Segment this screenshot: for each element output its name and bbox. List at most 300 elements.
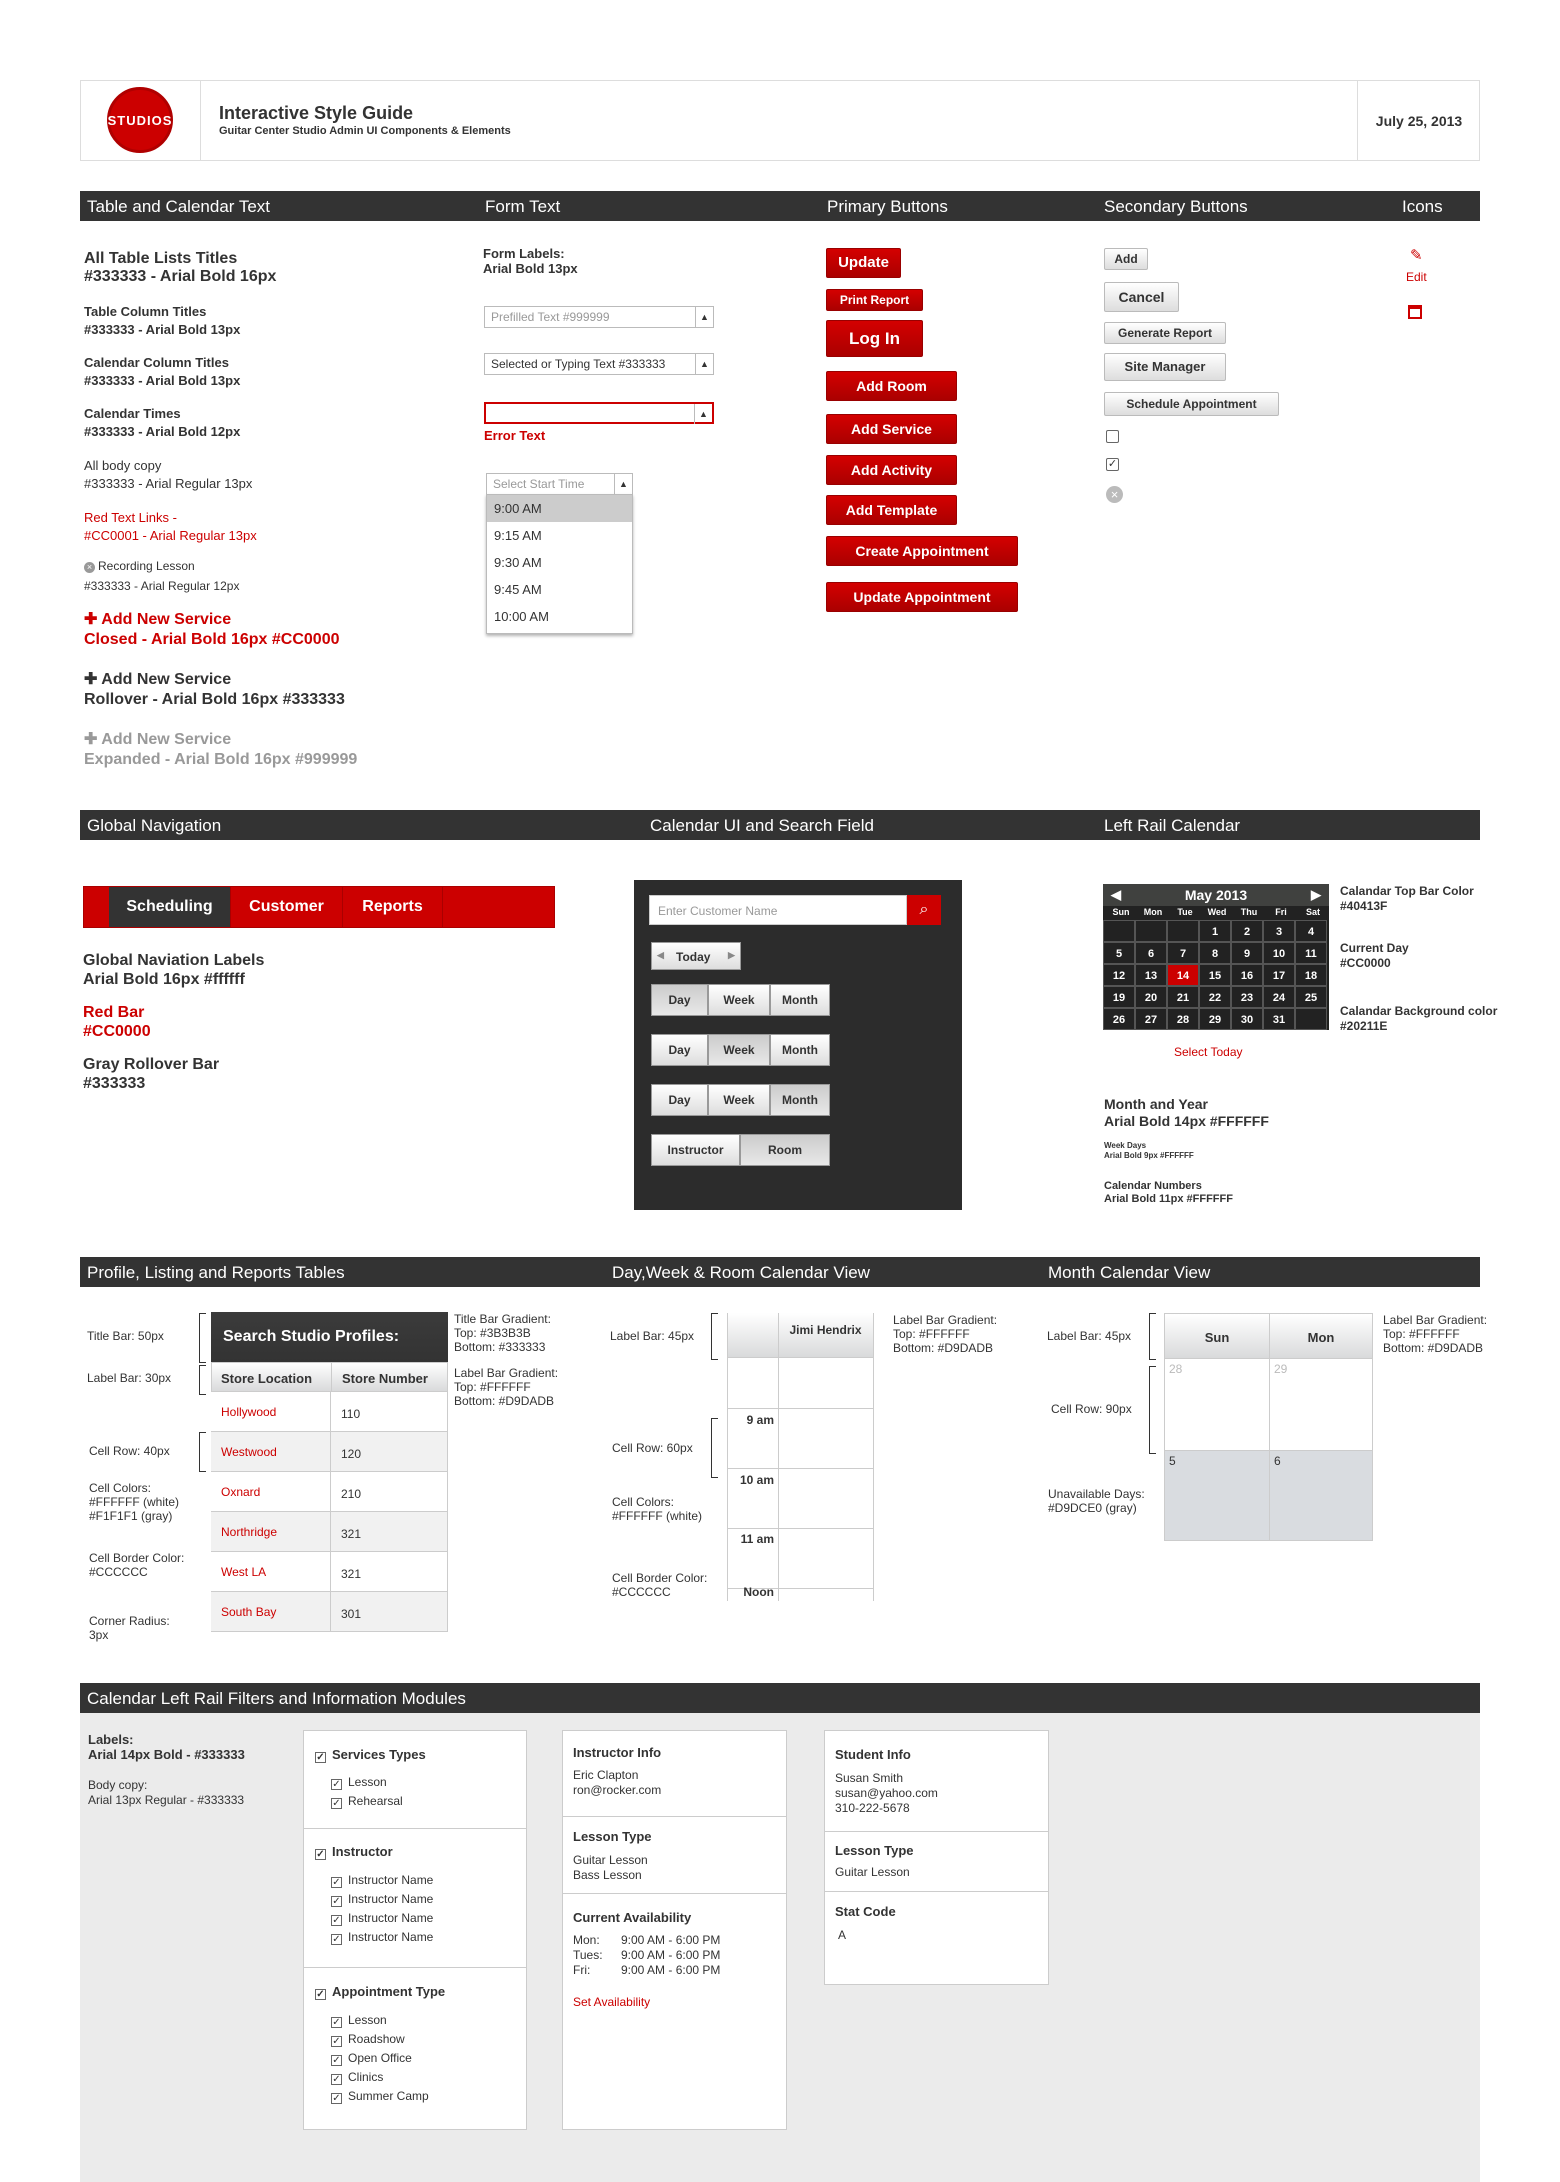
dw-gradient-note — [893, 1313, 997, 1355]
instructor-name: Eric Clapton — [573, 1768, 639, 1782]
row-line — [728, 1408, 873, 1409]
table-row[interactable] — [211, 1432, 447, 1472]
calendar-day — [1295, 1008, 1327, 1030]
filter-option[interactable] — [331, 1775, 387, 1790]
plus-icon: ✚ — [84, 671, 102, 688]
lesson-type-title: Lesson Type — [573, 1829, 652, 1844]
calendar-day[interactable]: 3 — [1263, 920, 1295, 942]
option-label: Lesson — [348, 2013, 387, 2027]
add-service-label: Add New Service — [101, 731, 232, 748]
gradient-label: Title Bar Gradient: — [454, 1312, 551, 1326]
next-arrow-icon[interactable]: ▶ — [728, 950, 735, 960]
body-note: Body copy: — [88, 1778, 148, 1792]
table-row[interactable] — [211, 1392, 447, 1432]
add-room-button[interactable]: Add Room — [826, 371, 957, 401]
month-year-label: Month and Year — [1104, 1096, 1208, 1112]
week-toggle[interactable]: Week — [708, 1034, 770, 1066]
filter-option[interactable] — [331, 1892, 433, 1907]
time-option[interactable]: 9:00 AM — [487, 495, 632, 522]
remove-circle-icon[interactable]: × — [84, 562, 95, 573]
checkbox-checked[interactable]: ✓ — [332, 1915, 341, 1926]
log-in-button[interactable]: Log In — [826, 320, 923, 357]
column-divider — [331, 1363, 332, 1391]
weekday-row — [1103, 906, 1329, 920]
store-number: 321 — [341, 1527, 362, 1541]
time-option[interactable]: 9:15 AM — [494, 528, 542, 543]
availability-time: 9:00 AM - 6:00 PM — [621, 1963, 721, 1977]
checkbox-checked[interactable]: ✓ — [332, 2074, 341, 2085]
bracket — [711, 1313, 718, 1360]
calendar-day[interactable]: 10 — [1263, 942, 1295, 964]
unavailable-label: Unavailable Days: — [1048, 1487, 1145, 1501]
gradient-label: Label Bar Gradient: — [893, 1313, 998, 1327]
calendar-day[interactable]: 11 — [1295, 942, 1327, 964]
calendar-day[interactable]: 31 — [1263, 1008, 1295, 1030]
filter-option[interactable] — [331, 2013, 387, 2028]
row-line — [728, 1528, 873, 1529]
generate-report-button[interactable]: Generate Report — [1104, 322, 1226, 344]
time-option[interactable]: 9:30 AM — [494, 555, 542, 570]
option-label: Rehearsal — [348, 1794, 403, 1808]
weekdays-note — [1104, 1141, 1194, 1161]
weekday-label: Sun — [1112, 907, 1130, 917]
filter-option[interactable] — [331, 1930, 433, 1945]
divider — [825, 1891, 1048, 1892]
print-report-button[interactable]: Print Report — [826, 289, 923, 311]
edit-label[interactable]: Edit — [1406, 270, 1427, 284]
student-email: susan@yahoo.com — [835, 1786, 938, 1800]
selected-select[interactable] — [484, 353, 714, 375]
checkbox-checked[interactable]: ✓ — [332, 1779, 341, 1790]
m-note-unavailable — [1048, 1487, 1145, 1515]
filter-option[interactable] — [331, 1794, 403, 1809]
cell-color-white: #FFFFFF (white) — [89, 1495, 179, 1509]
search-icon[interactable]: ⌕ — [907, 895, 941, 925]
calendar-day[interactable]: 18 — [1295, 964, 1327, 986]
plus-icon: ✚ — [84, 611, 102, 628]
add-button[interactable]: Add — [1104, 248, 1148, 270]
checkbox-checked[interactable]: ✓ — [332, 1877, 341, 1888]
lesson-type-item: Guitar Lesson — [573, 1853, 648, 1867]
gradient-label: Label Bar Gradient: — [1383, 1313, 1488, 1327]
add-new-service-closed[interactable] — [84, 609, 404, 629]
updown-arrow-icon: ▲ — [695, 354, 713, 374]
day-toggle[interactable]: Day — [651, 1034, 708, 1066]
calendar-day[interactable]: 27 — [1135, 1008, 1167, 1030]
calendar-day[interactable]: 24 — [1263, 986, 1295, 1008]
calendar-day[interactable]: 21 — [1167, 986, 1199, 1008]
calendar-day[interactable]: 22 — [1199, 986, 1231, 1008]
labels-note-value: Arial 14px Bold - #333333 — [88, 1747, 245, 1762]
dw-note-label-bar: Label Bar: 45px — [610, 1329, 695, 1343]
calendar-day[interactable]: 19 — [1103, 986, 1135, 1008]
gradient-bottom: Bottom: #D9DADB — [454, 1394, 555, 1408]
section-title-form-text: Form Text — [485, 197, 561, 216]
checkbox-checked[interactable]: ✓ — [332, 1934, 341, 1945]
update-appointment-button[interactable]: Update Appointment — [826, 582, 1018, 612]
week-toggle[interactable]: Week — [708, 984, 770, 1016]
nav-scheduling[interactable]: Scheduling — [109, 887, 231, 927]
month-year-desc: Arial Bold 14px #FFFFFF — [1104, 1113, 1269, 1129]
calendar-day[interactable]: 28 — [1167, 1008, 1199, 1030]
appt-label: Appointment Type — [332, 1984, 446, 1999]
time-option[interactable]: 9:45 AM — [494, 582, 542, 597]
body-note-value: Arial 13px Regular - #333333 — [88, 1793, 245, 1807]
start-time-placeholder: Select Start Time — [493, 477, 585, 491]
add-service-button[interactable]: Add Service — [826, 414, 957, 444]
style-a-title: All Table Lists Titles — [84, 250, 238, 267]
calendar-month: May 2013 — [1184, 887, 1248, 903]
table-row[interactable] — [211, 1592, 447, 1632]
calendar-top-bar — [1103, 884, 1329, 906]
page-date: July 25, 2013 — [1375, 113, 1463, 129]
style-e-desc: #333333 - Arial Regular 13px — [84, 476, 253, 491]
label-bar-gradient-note — [454, 1366, 558, 1408]
dw-note-colors — [612, 1495, 702, 1523]
calendar-day[interactable]: 1 — [1199, 920, 1231, 942]
gradient-top: Top: #FFFFFF — [454, 1380, 531, 1394]
add-service-label: Add New Service — [101, 611, 232, 628]
bracket — [199, 1365, 206, 1395]
instructor-label: Instructor — [332, 1844, 393, 1859]
error-select[interactable] — [484, 402, 714, 424]
checkbox-checked[interactable]: ✓ — [316, 1989, 325, 2000]
column-divider — [1269, 1450, 1270, 1540]
col-store-location[interactable]: Store Location — [221, 1371, 313, 1386]
availability-title: Current Availability — [573, 1910, 692, 1925]
appointment-type-filter[interactable] — [315, 1984, 445, 2000]
calendar-day[interactable]: 5 — [1103, 942, 1135, 964]
red-bar-label: Red Bar — [83, 1004, 145, 1021]
option-label: Summer Camp — [348, 2089, 429, 2103]
weekday-label: Sat — [1305, 907, 1320, 917]
instructor-email: ron@rocker.com — [573, 1783, 662, 1797]
radius-label: Corner Radius: — [89, 1614, 170, 1628]
note-bg-value: #20211E — [1340, 1019, 1388, 1033]
gradient-bottom: Bottom: #D9DADB — [893, 1341, 994, 1355]
weekday-label: Tue — [1177, 907, 1193, 917]
prev-arrow-icon[interactable]: ◀ — [657, 950, 664, 960]
table-row[interactable] — [211, 1472, 447, 1512]
lesson-type-item: Bass Lesson — [573, 1868, 642, 1882]
filter-card — [303, 1730, 527, 2130]
note-top-bar-label: Calandar Top Bar Color — [1340, 884, 1474, 898]
calendar-day[interactable]: 25 — [1295, 986, 1327, 1008]
section-title-primary-buttons: Primary Buttons — [827, 197, 948, 216]
section-bar-tables — [80, 1257, 1480, 1287]
section-title-global-nav: Global Navigation — [87, 816, 222, 835]
store-location-link[interactable]: West LA — [221, 1565, 267, 1579]
add-template-button[interactable]: Add Template — [826, 495, 957, 525]
store-location-link[interactable]: Westwood — [221, 1445, 277, 1459]
weekdays-label: Week Days — [1104, 1141, 1147, 1150]
option-label: Lesson — [348, 1775, 387, 1789]
prefilled-value: Prefilled Text #999999 — [491, 310, 610, 324]
section-bar-filters — [80, 1683, 1480, 1713]
divider — [563, 1816, 786, 1817]
gradient-top: Top: #FFFFFF — [1383, 1327, 1460, 1341]
store-number: 301 — [341, 1607, 362, 1621]
add-activity-button[interactable]: Add Activity — [826, 455, 957, 485]
calendar-day[interactable]: 8 — [1199, 942, 1231, 964]
checkbox-checked[interactable]: ✓ — [316, 1752, 325, 1763]
weekdays-desc: Arial Bold 9px #FFFFFF — [1104, 1151, 1194, 1160]
checkbox-checked[interactable]: ✓ — [332, 1896, 341, 1907]
calendar-day — [1103, 920, 1135, 942]
nav-reports[interactable]: Reports — [343, 887, 443, 927]
checkbox-checked[interactable]: ✓ — [316, 1849, 325, 1860]
recording-lesson-item — [84, 559, 404, 573]
note-current-day-value: #CC0000 — [1340, 956, 1391, 970]
store-number: 321 — [341, 1567, 362, 1581]
section-bar-components — [80, 191, 1480, 221]
student-lesson-type-title: Lesson Type — [835, 1843, 914, 1858]
numbers-label: Calendar Numbers — [1104, 1180, 1202, 1192]
date-container — [1357, 81, 1479, 160]
calendar-day[interactable]: 13 — [1135, 964, 1167, 986]
add-new-service-rollover[interactable] — [84, 669, 404, 689]
table-row[interactable] — [211, 1512, 447, 1552]
mini-cal-notes — [1340, 884, 1497, 1034]
checkbox-checked[interactable]: ✓ — [1107, 458, 1118, 470]
weekday-label: Fri — [1275, 907, 1287, 917]
start-time-select[interactable] — [486, 473, 633, 495]
weekday-label: Thu — [1240, 907, 1258, 917]
style-i-desc: Rollover - Arial Bold 16px #333333 — [84, 691, 345, 708]
month-toggle[interactable]: Month — [770, 1034, 830, 1066]
option-label: Instructor Name — [348, 1911, 434, 1925]
gradient-top: Top: #3B3B3B — [454, 1326, 531, 1340]
site-manager-button[interactable]: Site Manager — [1104, 353, 1226, 381]
bracket — [711, 1418, 718, 1478]
time-option[interactable]: 10:00 AM — [494, 609, 549, 624]
checkbox-checked[interactable]: ✓ — [332, 2055, 341, 2066]
calendar-day[interactable]: 12 — [1103, 964, 1135, 986]
stat-code-value: A — [838, 1928, 847, 1942]
calendar-day[interactable]: 15 — [1199, 964, 1231, 986]
next-month-icon[interactable]: ▶ — [1311, 887, 1321, 902]
calendar-day[interactable]: 2 — [1231, 920, 1263, 942]
note-border — [89, 1551, 184, 1579]
calendar-day[interactable]: 14 — [1167, 964, 1199, 986]
border-label: Cell Border Color: — [89, 1551, 185, 1565]
style-h-desc: Closed - Arial Bold 16px #CC0000 — [84, 631, 340, 648]
cell-color-gray: #F1F1F1 (gray) — [89, 1509, 173, 1523]
filter-option[interactable] — [331, 2032, 405, 2047]
calendar-day[interactable]: 26 — [1103, 1008, 1135, 1030]
dw-note-border — [612, 1571, 707, 1599]
weekday-label: Wed — [1207, 907, 1227, 917]
set-availability-link[interactable]: Set Availability — [573, 1995, 651, 2009]
gradient-bottom: Bottom: #D9DADB — [1383, 1341, 1484, 1355]
day-number: 28 — [1169, 1362, 1183, 1376]
sun-column-title: Sun — [1204, 1330, 1230, 1345]
updown-arrow-icon: ▲ — [694, 404, 712, 424]
note-top-bar-value: #40413F — [1340, 899, 1388, 913]
availability-time: 9:00 AM - 6:00 PM — [621, 1948, 721, 1962]
room-toggle[interactable]: Room — [740, 1134, 830, 1166]
style-b-desc: #333333 - Arial Bold 13px — [84, 322, 241, 337]
checkbox-checked[interactable]: ✓ — [332, 2036, 341, 2047]
services-types-filter[interactable] — [315, 1747, 426, 1763]
select-today-link[interactable]: Select Today — [1174, 1045, 1243, 1059]
month-toggle[interactable]: Month — [770, 984, 830, 1016]
checkbox-unchecked[interactable] — [1106, 430, 1119, 443]
section-bar-navigation — [80, 810, 1480, 840]
selected-value: Selected or Typing Text #333333 — [491, 357, 666, 371]
column-divider — [778, 1313, 779, 1601]
store-number: 110 — [341, 1407, 361, 1421]
filter-option[interactable] — [331, 1911, 433, 1926]
instructor-toggle[interactable]: Instructor — [651, 1134, 740, 1166]
instructor-filter[interactable] — [315, 1844, 393, 1860]
calendar-day[interactable]: 9 — [1231, 942, 1263, 964]
update-button[interactable]: Update — [826, 248, 901, 278]
column-divider — [330, 1432, 331, 1472]
m-note-label-bar: Label Bar: 45px — [1047, 1329, 1132, 1343]
form-labels-title: Form Labels: — [483, 246, 565, 261]
border-value: #CCCCCC — [612, 1585, 671, 1599]
availability-day: Tues: — [573, 1948, 603, 1962]
nav-note-desc: Arial Bold 16px #ffffff — [83, 971, 245, 988]
today-label[interactable]: Today — [676, 950, 711, 964]
checkbox-checked[interactable]: ✓ — [332, 2093, 341, 2104]
time-label: Noon — [743, 1585, 774, 1599]
style-c-desc: #333333 - Arial Bold 13px — [84, 373, 241, 388]
prev-month-icon[interactable]: ◀ — [1111, 887, 1121, 902]
note-title-bar: Title Bar: 50px — [87, 1329, 164, 1343]
filter-option[interactable] — [331, 1873, 433, 1888]
filter-option[interactable] — [331, 2089, 429, 2104]
updown-arrow-icon: ▲ — [614, 474, 632, 494]
logo-container — [81, 81, 201, 160]
red-bar-value: #CC0000 — [83, 1023, 151, 1040]
page-title: Interactive Style Guide — [219, 103, 414, 123]
store-location-link[interactable]: Oxnard — [221, 1485, 261, 1499]
store-location-link[interactable]: Northridge — [221, 1525, 278, 1539]
nav-notes — [83, 951, 264, 1093]
form-text-group — [483, 246, 578, 276]
day-number[interactable]: 5 — [1169, 1454, 1176, 1468]
nav-customer[interactable]: Customer — [231, 887, 343, 927]
column-divider — [330, 1472, 331, 1512]
numbers-desc: Arial Bold 11px #FFFFFF — [1104, 1193, 1233, 1205]
cell-colors-label: Cell Colors: — [612, 1495, 675, 1509]
calendar-day[interactable]: 6 — [1135, 942, 1167, 964]
remove-circle-icon[interactable]: × — [1106, 486, 1123, 503]
checkbox-checked[interactable]: ✓ — [332, 2017, 341, 2028]
table-row[interactable] — [211, 1552, 447, 1592]
note-cell-row: Cell Row: 40px — [89, 1444, 170, 1458]
studio-profiles-table — [211, 1312, 448, 1632]
month-year-note — [1104, 1096, 1269, 1130]
title-bar-gradient-note — [454, 1312, 551, 1354]
prefilled-select[interactable] — [484, 306, 714, 328]
style-b-title: Table Column Titles — [84, 304, 207, 319]
add-new-service-expanded[interactable] — [84, 729, 404, 749]
time-dropdown — [486, 494, 633, 634]
day-toggle[interactable]: Day — [651, 1084, 708, 1116]
month-calendar — [1164, 1313, 1373, 1541]
divider — [304, 1967, 526, 1968]
table-body — [211, 1392, 448, 1632]
calendar-day — [1167, 920, 1199, 942]
month-toggle[interactable]: Month — [770, 1084, 830, 1116]
option-label: Instructor Name — [348, 1873, 434, 1887]
filter-notes — [88, 1732, 245, 1808]
weekday-label: Mon — [1143, 907, 1163, 917]
calendar-day[interactable]: 17 — [1263, 964, 1295, 986]
today-control[interactable] — [651, 942, 741, 970]
section-title-secondary-buttons: Secondary Buttons — [1104, 197, 1248, 216]
global-navigation — [83, 886, 555, 928]
instructor-info-title: Instructor Info — [573, 1745, 662, 1760]
day-toggle[interactable]: Day — [651, 984, 708, 1016]
col-store-number[interactable]: Store Number — [342, 1371, 428, 1386]
gradient-label: Label Bar Gradient: — [454, 1366, 559, 1380]
section-title-profiles: Profile, Listing and Reports Tables — [87, 1263, 345, 1282]
store-location-link[interactable]: Hollywood — [221, 1405, 277, 1419]
option-label: Open Office — [348, 2051, 412, 2065]
instructor-column-title[interactable]: Jimi Hendrix — [789, 1323, 862, 1337]
studios-logo: STUDIOS — [107, 87, 173, 153]
store-number: 210 — [341, 1487, 362, 1501]
day-number[interactable]: 6 — [1274, 1454, 1281, 1468]
page-header — [80, 80, 1480, 161]
dw-note-cell-row: Cell Row: 60px — [612, 1441, 693, 1455]
create-appointment-button[interactable]: Create Appointment — [826, 536, 1018, 566]
availability-day: Mon: — [573, 1933, 600, 1947]
gradient-top: Top: #FFFFFF — [893, 1327, 970, 1341]
store-location-link[interactable]: South Bay — [221, 1605, 277, 1619]
calendar-icon[interactable] — [1408, 305, 1422, 319]
style-g-desc: #333333 - Arial Regular 12px — [84, 579, 240, 593]
note-cell-colors — [89, 1481, 179, 1523]
filter-option[interactable] — [331, 2070, 383, 2085]
radius-value: 3px — [89, 1628, 109, 1642]
red-text-link[interactable]: Red Text Links - — [84, 510, 177, 525]
add-service-label: Add New Service — [101, 671, 232, 688]
calendar-day[interactable]: 29 — [1199, 1008, 1231, 1030]
calendar-day[interactable]: 4 — [1295, 920, 1327, 942]
cell-colors-label: Cell Colors: — [89, 1481, 152, 1495]
time-label: 10 am — [739, 1473, 774, 1487]
note-bg-label: Calandar Background color — [1340, 1004, 1498, 1018]
column-divider — [330, 1392, 331, 1432]
labels-note: Labels: — [88, 1732, 134, 1747]
services-label: Services Types — [332, 1747, 426, 1762]
style-d-desc: #333333 - Arial Bold 12px — [84, 424, 241, 439]
pencil-icon[interactable]: ✎ — [1410, 247, 1423, 264]
style-d-title: Calendar Times — [84, 406, 181, 421]
schedule-appointment-button[interactable]: Schedule Appointment — [1104, 392, 1279, 416]
section-title-day-week: Day,Week & Room Calendar View — [612, 1263, 870, 1282]
column-divider — [330, 1552, 331, 1592]
week-toggle[interactable]: Week — [708, 1084, 770, 1116]
note-label-bar: Label Bar: 30px — [87, 1371, 172, 1385]
filter-option[interactable] — [331, 2051, 412, 2066]
checkbox-checked[interactable]: ✓ — [332, 1798, 341, 1809]
calendar-day[interactable]: 16 — [1231, 964, 1263, 986]
calendar-day[interactable]: 20 — [1135, 986, 1167, 1008]
cancel-button[interactable]: Cancel — [1104, 282, 1179, 312]
calendar-day[interactable]: 30 — [1231, 1008, 1263, 1030]
table-title-bar: Search Studio Profiles: — [211, 1312, 448, 1362]
student-info-card — [824, 1730, 1049, 1985]
calendar-day[interactable]: 7 — [1167, 942, 1199, 964]
customer-search-input[interactable]: Enter Customer Name — [649, 895, 907, 925]
calendar-day[interactable]: 23 — [1231, 986, 1263, 1008]
